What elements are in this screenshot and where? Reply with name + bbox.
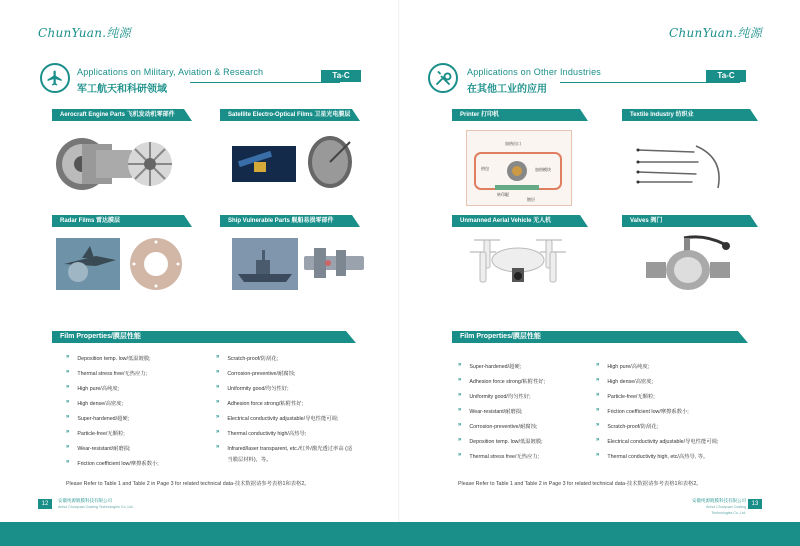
category-satellite-films: Satellite Electro-Optical Films 卫星光电膜层 xyxy=(220,109,360,121)
section-rule xyxy=(560,82,740,83)
properties-list-col1 xyxy=(66,354,159,474)
property-item: » Thermal conductivity high/高热导; xyxy=(216,429,307,437)
tac-badge: Ta-C xyxy=(706,70,746,82)
brand-logo-right: ChunYuan.纯源 xyxy=(669,26,762,40)
property-item: » Super-hardened/超硬; xyxy=(66,414,130,422)
diagram-label: 加热模块 xyxy=(535,167,551,172)
company-name-right: 安徽纯源镀膜科技有限公司 Anhui Chunyuan Coating Technologies Co.,Ltd. xyxy=(692,498,746,515)
textile-needles-image xyxy=(634,138,726,194)
property-item: » Thermal conductivity high, etc/高热导, 等。 xyxy=(596,452,709,460)
section-rule xyxy=(190,82,340,83)
property-item: » Particle-free/无颗粒; xyxy=(596,392,655,400)
property-item: » Uniformity good/均匀性好; xyxy=(216,384,289,392)
properties-list-col2 xyxy=(216,354,352,470)
properties-list-col2 xyxy=(596,362,718,467)
technical-data-note: Please Refer to Table 1 and Table 2 in Page 3 for related technical data-技术数据请参考表格1和表格2。 xyxy=(458,481,702,487)
satellite-image xyxy=(232,132,362,194)
diagram-label: 加热出口 xyxy=(505,141,521,146)
category-textile: Textile Industry 纺织业 xyxy=(622,109,758,121)
property-item: » Corrosion-preventive/耐腐蚀; xyxy=(458,422,538,430)
diagram-label: 转印辊 xyxy=(497,192,509,197)
section-title-cn: 军工航天和科研领域 xyxy=(77,84,167,95)
property-item: » Thermal stress free/无热应力; xyxy=(66,369,148,377)
property-item: » Super-hardened/超硬; xyxy=(458,362,522,370)
drone-image xyxy=(470,232,566,298)
property-item: » Particle-free/无颗粒; xyxy=(66,429,125,437)
airplane-icon xyxy=(40,63,70,93)
property-item: » Scratch-proof/防刮花; xyxy=(596,422,658,430)
brand-logo-left: ChunYuan.纯源 xyxy=(38,26,131,40)
property-item: » High pure/高纯度; xyxy=(596,362,650,370)
diagram-label: 热包 xyxy=(481,166,489,171)
property-item: » Adhesion force strong/粘附性好; xyxy=(458,377,546,385)
tac-badge: Ta-C xyxy=(321,70,361,82)
property-item: » Wear-resistant/耐磨损; xyxy=(458,407,523,415)
page-number-left: 12 xyxy=(38,499,52,509)
category-printer: Printer 打印机 xyxy=(452,109,588,121)
category-valves: Valves 阀门 xyxy=(622,215,758,227)
property-item: » Electrical conductivity adjustable/导电性能可调; xyxy=(216,414,339,422)
property-item: » Deposition temp. low/低温镀膜; xyxy=(66,354,151,362)
property-item: » Thermal stress free/无热应力; xyxy=(458,452,540,460)
property-item: » Uniformity good/均匀性好; xyxy=(458,392,531,400)
category-ship-parts: Ship Vulnerable Parts 舰船易损零部件 xyxy=(220,215,360,227)
radar-image xyxy=(56,234,186,294)
printer-diagram xyxy=(466,130,572,206)
property-item: » Electrical conductivity adjustable/导电性能可调; xyxy=(596,437,719,445)
category-radar-films: Radar Films 雷达膜层 xyxy=(52,215,192,227)
engine-parts-image xyxy=(50,132,180,194)
film-properties-bar: Film Properties/膜层性能 xyxy=(52,331,356,343)
property-item: » Scratch-proof/防刮花; xyxy=(216,354,278,362)
page-number-right: 13 xyxy=(748,499,762,509)
technical-data-note: Please Refer to Table 1 and Table 2 in Page 3 for related technical data-技术数据请参考表格1和表格2。 xyxy=(66,481,310,487)
film-properties-bar: Film Properties/膜层性能 xyxy=(452,331,748,343)
valve-image xyxy=(644,228,734,298)
property-item: » Friction coefficient low/摩擦系数小; xyxy=(66,459,159,467)
footer-band xyxy=(0,522,800,546)
section-title-en: Applications on Other Industries xyxy=(467,67,601,77)
diagram-label: 镀层 xyxy=(527,197,535,202)
category-aerocraft-engine: Aerocraft Engine Parts 飞机发动机零部件 xyxy=(52,109,192,121)
property-item: » High dense/高密度; xyxy=(596,377,653,385)
property-item: » High dense/高密度; xyxy=(66,399,123,407)
section-title-en: Applications on Military, Aviation & Research xyxy=(77,67,264,77)
section-title-cn: 在其他工业的应用 xyxy=(467,84,547,95)
property-item: » Wear-resistant/耐磨损; xyxy=(66,444,131,452)
property-item-continued: 当膜层材料)，等。 xyxy=(227,457,272,463)
property-item: » Infrared/laser transparent, etc./红外/激光透过率高 (适 xyxy=(216,444,353,452)
property-item: » Friction coefficient low/摩擦系数小; xyxy=(596,407,689,415)
property-item: » Deposition temp. low/低温镀膜; xyxy=(458,437,543,445)
category-uav: Unmanned Aerial Vehicle 无人机 xyxy=(452,215,588,227)
right-page xyxy=(400,0,800,546)
property-item: » Corrosion-preventive/耐腐蚀; xyxy=(216,369,296,377)
company-name-left: 安徽纯源镀膜科技有限公司 Anhui Chunyuan Coating Technologies Co.,Ltd. xyxy=(58,498,134,509)
ship-parts-image xyxy=(232,234,366,294)
tools-icon xyxy=(428,63,458,93)
properties-list-col1 xyxy=(458,362,545,467)
property-item: » High pure/高纯度; xyxy=(66,384,120,392)
property-item: » Adhesion force strong/粘附性好; xyxy=(216,399,304,407)
